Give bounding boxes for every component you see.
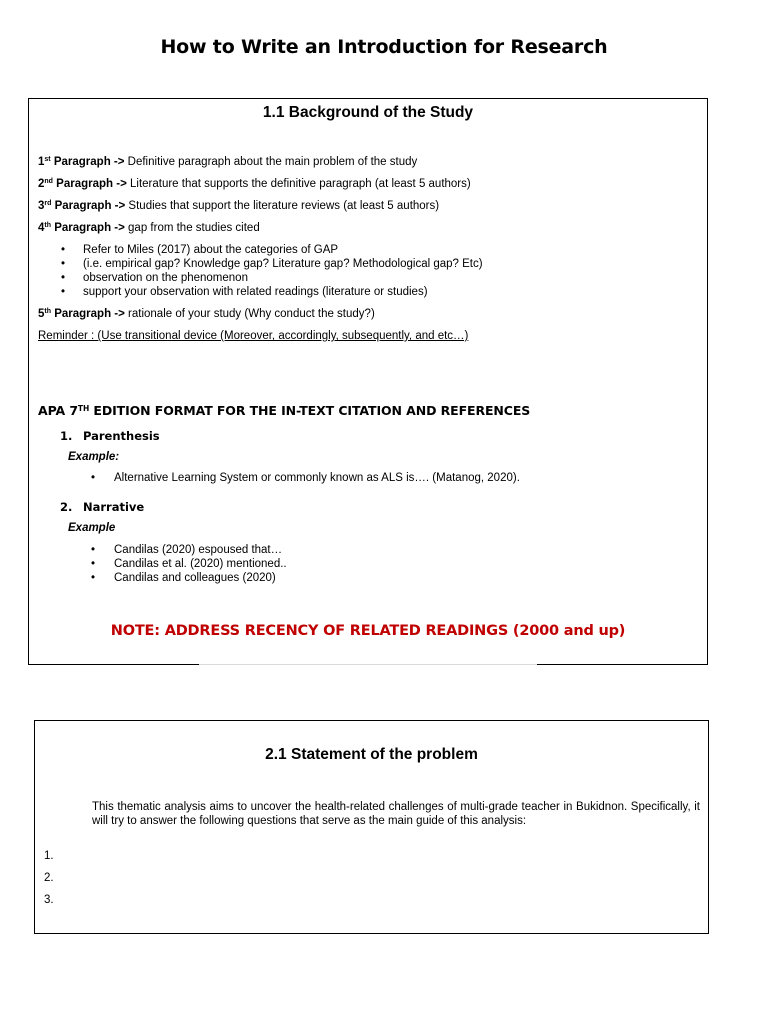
paragraph-2-line: 2nd Paragraph -> Literature that supports the definitive paragraph (at least 5 authors) (38, 178, 471, 190)
citation-type-name: Parenthesis (83, 429, 160, 443)
citation-example: Candilas et al. (2020) mentioned.. (114, 558, 287, 570)
example-label: Example (68, 522, 116, 534)
bullet-icon: • (61, 272, 66, 284)
paragraph-1-line: 1st Paragraph -> Definitive paragraph about the main problem of the study (38, 156, 418, 168)
apa-heading: APA 7TH EDITION FORMAT FOR THE IN-TEXT CITATION AND REFERENCES (38, 403, 531, 418)
gap-bullet: observation on the phenomenon (83, 272, 248, 284)
citation-type-number: 2. (60, 500, 73, 514)
bullet-icon: • (61, 244, 66, 256)
question-item: 1. (44, 850, 54, 862)
paragraph-5-line: 5th Paragraph -> rationale of your study (Why conduct the study?) (38, 308, 375, 320)
gap-bullet: Refer to Miles (2017) about the categories of GAP (83, 244, 339, 256)
page-title: How to Write an Introduction for Research (160, 36, 608, 58)
statement-section (34, 720, 709, 934)
question-item: 3. (44, 894, 54, 906)
citation-example: Alternative Learning System or commonly known as ALS is…. (Matanog, 2020). (114, 472, 520, 484)
citation-example: Candilas (2020) espoused that… (114, 544, 283, 556)
bullet-icon: • (61, 258, 66, 270)
divider (199, 664, 537, 665)
citation-example: Candilas and colleagues (2020) (114, 572, 276, 584)
question-item: 2. (44, 872, 54, 884)
citation-type-number: 1. (60, 429, 73, 443)
background-heading: 1.1 Background of the Study (262, 104, 474, 121)
citation-type-name: Narrative (83, 500, 145, 514)
reminder-text: Reminder : (Use transitional device (Moreover, accordingly, subsequently, and etc…) (38, 330, 469, 342)
recency-note: NOTE: ADDRESS RECENCY OF RELATED READINGS (2000 and up) (110, 623, 626, 639)
background-section (28, 98, 708, 665)
example-label: Example: (68, 451, 120, 463)
statement-body: This thematic analysis aims to uncover the health-related challenges of multi-grade teacher in Bukidnon. Specifically, it will try to answer the following questions that serve as the main guide of this analysis: (92, 801, 700, 827)
bullet-icon: • (61, 286, 66, 298)
bullet-icon: • (91, 472, 96, 484)
bullet-icon: • (91, 544, 96, 556)
bullet-icon: • (91, 572, 96, 584)
bullet-icon: • (91, 558, 96, 570)
paragraph-3-line: 3rd Paragraph -> Studies that support the literature reviews (at least 5 authors) (38, 200, 440, 212)
statement-heading: 2.1 Statement of the problem (265, 746, 478, 763)
paragraph-4-line: 4th Paragraph -> gap from the studies cited (38, 222, 260, 234)
gap-bullet: (i.e. empirical gap? Knowledge gap? Literature gap? Methodological gap? Etc) (83, 258, 483, 270)
gap-bullet: support your observation with related readings (literature or studies) (83, 286, 428, 298)
